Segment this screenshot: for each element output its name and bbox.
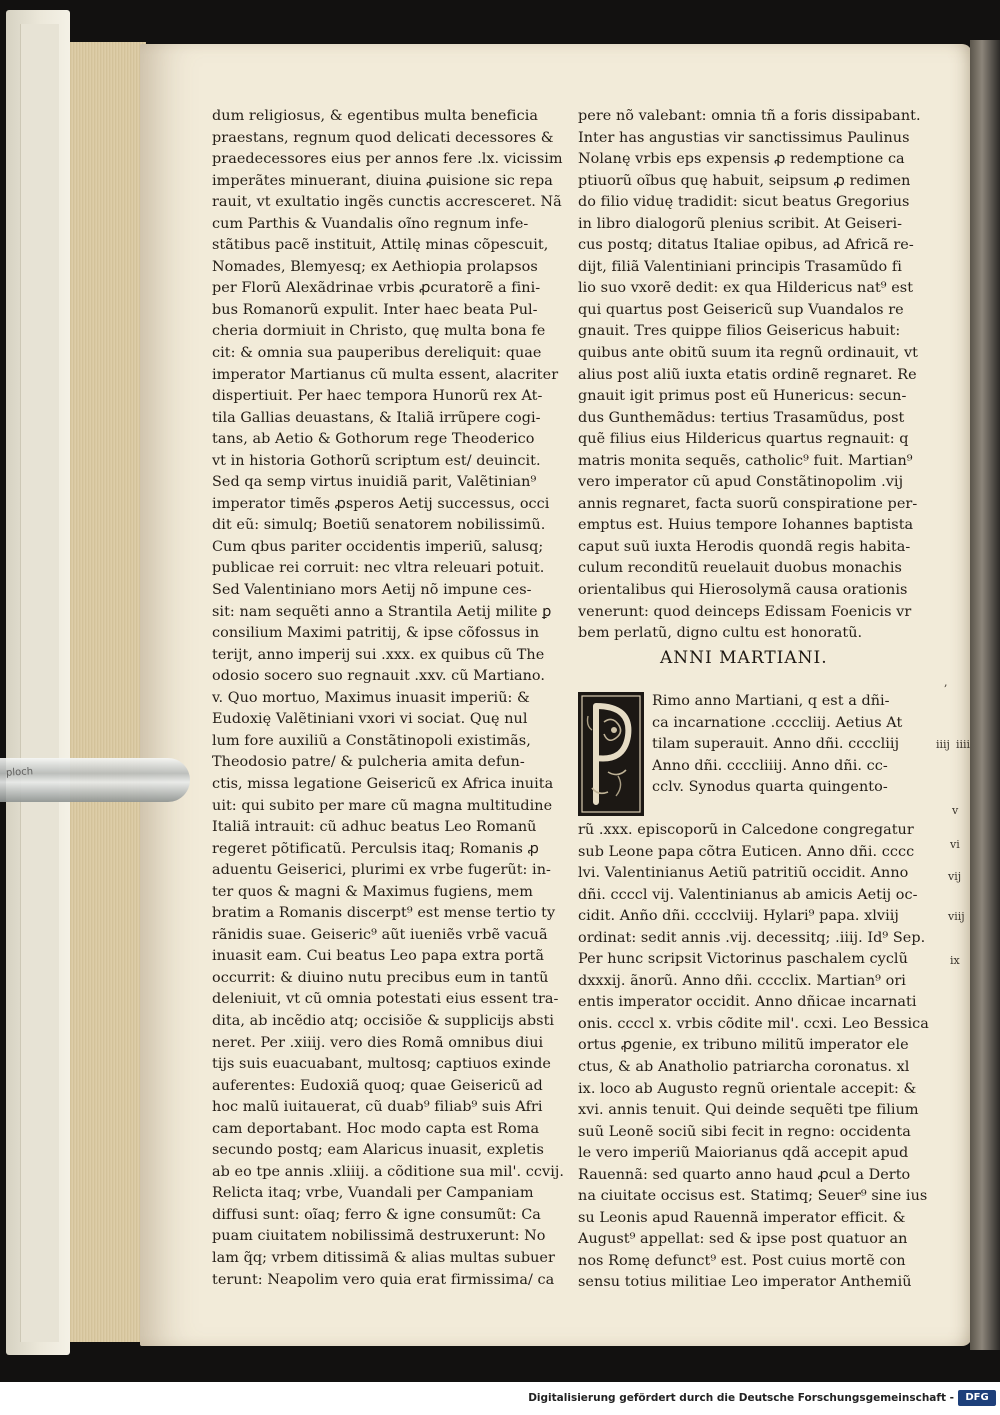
text-line: Theodosio patre/ & pulcheria amita defun-: [212, 754, 525, 771]
text-line: na ciuitate occisus est. Statimq; Seuer⁹ sine ius: [578, 1188, 928, 1205]
text-line: ortus ꝓgenie, ex tribuno militũ imperator ele: [578, 1037, 909, 1054]
text-line: ab eo tpe annis .xliiij. a cõditione sua mil'. ccvij.: [212, 1163, 564, 1180]
text-line: ter quos & magni & Maximus fugiens, mem: [212, 883, 533, 900]
text-line: lvi. Valentinianus Aetiũ patritiũ occidit. Anno: [578, 865, 909, 882]
text-line: lio suo vxorẽ dedit: ex qua Hildericus nat⁹ est: [578, 280, 914, 297]
text-line: bem perlatũ, digno cultu est honoratũ.: [578, 625, 863, 642]
text-line: Nomades, Blemyesq; ex Aethiopia prolapsos: [212, 258, 538, 275]
weight-label: ploch: [5, 766, 34, 779]
text-line: dñi. ccccl vij. Valentinianus ab amicis Aetij oc-: [578, 886, 918, 903]
text-line: ordinat: sedit annis .vij. decessitq; .iiij. Id⁹ Sep.: [578, 929, 926, 946]
text-line: rauit, vt exultatio ingẽs cunctis accresceret. Nã: [212, 194, 562, 211]
text-line: culum reconditũ reuelauit duobus monachis: [578, 560, 902, 577]
text-line: cheria dormiuit in Christo, quę multa bona fe: [212, 323, 546, 340]
text-line: terijt, anno imperij sui .xxx. ex quibus cũ The: [212, 646, 545, 663]
text-line: ca incarnatione .ccccliij. Aetius At: [652, 714, 903, 731]
text-line: dxxxij. ãnorũ. Anno dñi. cccclix. Martian⁹ ori: [578, 972, 906, 989]
text-line: praedecessores eius per annos fere .lx. vicissim: [212, 151, 563, 168]
text-line: alius post aliũ iuxta etatis ordinẽ regnaret. Re: [578, 366, 917, 383]
text-line: suũ Leonẽ sociũ sibi fecit in regno: occidenta: [578, 1123, 911, 1140]
text-line: dijt, filiã Valentiniani principis Trasamũdo fi: [578, 258, 902, 275]
text-column-right-upper: [578, 106, 928, 645]
text-line: imperãtes minuerant, diuina ꝓuisione sic repa: [212, 172, 553, 189]
text-line: entis imperator occidit. Anno dñicae incarnati: [578, 994, 917, 1011]
text-line: publicae rei corruit: nec vltra releuari potuit.: [212, 560, 545, 577]
text-line: quẽ filius eius Hildericus quartus regnauit: q: [578, 431, 909, 448]
margin-mark: ,: [944, 676, 948, 689]
text-line: aduentu Geiserici, plurimi ex vrbe fugerũt: in-: [212, 862, 551, 879]
text-line: Cum qbus pariter occidentis imperiũ, salusq;: [212, 538, 544, 555]
text-line: ctis, missa legatione Geisericũ ex Africa inuita: [212, 775, 554, 792]
text-line: cidit. Anño dñi. cccclviij. Hylari⁹ papa. xlviij: [578, 908, 899, 925]
margin-note-1: iiij: [936, 738, 950, 751]
text-line: pere nõ valebant: omnia tñ a foris dissipabant.: [578, 108, 921, 124]
text-column-left: [212, 106, 562, 1291]
text-line: regeret põtificatũ. Perculsis itaq; Romanis ꝓ: [212, 840, 539, 857]
text-line: Per hunc scripsit Victorinus paschalem cyclũ: [578, 951, 908, 968]
text-line: venerunt: quod deinceps Edissam Foenicis vr: [578, 603, 912, 620]
margin-note-2: iiii: [956, 738, 971, 751]
text-line: imperator timẽs ꝓsperos Aetij successus, occi: [212, 495, 550, 512]
text-line: Rimo anno Martiani, q est a dñi-: [652, 693, 890, 709]
text-line: dita, ab incẽdio atq; occisiõe & supplicijs absti: [212, 1012, 555, 1029]
text-line: Inter has angustias vir sanctissimus Paulinus: [578, 129, 910, 146]
text-line: Eudoxię Valẽtiniani vxori vi sociat. Quę nul: [212, 711, 528, 728]
text-line: neret. Per .xiiij. vero dies Romã omnibus diui: [212, 1034, 544, 1051]
text-line: ptiuorũ oĩbus quę habuit, seipsum ꝓ redimen: [578, 172, 911, 189]
page-leaves-edge: [70, 42, 146, 1342]
binding-board-strip: [20, 24, 59, 1342]
text-line: ctus, & ab Anatholio patriarcha coronatus. xl: [578, 1059, 910, 1076]
text-line: gnauit igit primus post eũ Hunericus: secun-: [578, 388, 907, 405]
text-line: rũ .xxx. episcoporũ in Calcedone congregatur: [578, 822, 914, 838]
text-line: August⁹ appellat: sed & ipse post quatuor an: [578, 1231, 908, 1248]
text-line: cit: & omnia sua pauperibus dereliquit: quae: [212, 345, 542, 362]
text-line: bratim a Romanis discerpt⁹ est mense tertio ty: [212, 905, 556, 922]
text-line: gnauit. Tres quippe filios Geisericus habuit:: [578, 323, 901, 340]
text-line: tans, ab Aetio & Gothorum rege Theoderico: [212, 431, 535, 448]
text-line: cus postq; ditatus Italiae opibus, ad Africã re-: [578, 237, 914, 254]
text-line: do filio viduę tradidit: sicut beatus Gregorius: [578, 194, 910, 211]
text-line: Rauennã: sed quarto anno haud ꝓcul a Derto: [578, 1166, 911, 1183]
page-edge-shadow: [970, 40, 1000, 1350]
text-line: vt in historia Gothorũ scriptum est/ deuincit.: [212, 452, 541, 469]
glass-page-weight: [0, 758, 190, 802]
text-line: auferentes: Eudoxiã quoq; quae Geisericũ ad: [212, 1077, 543, 1094]
margin-note-3: v: [952, 804, 959, 817]
text-line: Sed qa semp virtus inuidiã parit, Valẽtinian⁹: [212, 474, 537, 491]
text-line: tijs suis euacuabant, multosq; captiuos exinde: [212, 1056, 551, 1073]
text-line: puam ciuitatem nobilissimã destruxerunt: No: [212, 1228, 546, 1245]
margin-note-7: ix: [950, 954, 960, 967]
text-line: stãtibus pacẽ instituit, Attilę minas cõpescuit,: [212, 237, 549, 254]
margin-note-5: vij: [948, 870, 962, 883]
text-line: tilam superauit. Anno dñi. ccccliij: [652, 736, 900, 753]
text-line: dus Gunthemãdus: tertius Trasamũdus, post: [578, 409, 905, 426]
decorated-initial-icon: [578, 692, 644, 816]
text-line: rãnidis suae. Geiseric⁹ aũt iueniẽs vrbẽ vacuã: [212, 926, 548, 943]
text-line: dum religiosus, & egentibus multa beneficia: [212, 108, 538, 124]
text-line: odosio socero suo regnauit .xxv. cũ Martiano.: [212, 668, 546, 685]
decorated-initial-p: [578, 692, 644, 816]
text-line: vero imperator cũ apud Constãtinopolim .vij: [578, 474, 904, 491]
text-line: imperator Martianus cũ multa essent, alacriter: [212, 366, 559, 383]
text-line: sit: nam sequẽti anno a Strantila Aetij milite ꝑ: [212, 603, 552, 620]
text-line: Anno dñi. ccccliiij. Anno dñi. cc-: [652, 757, 888, 774]
text-line: bus Romanorũ expulit. Inter haec beata Pul-: [212, 301, 538, 318]
text-line: emptus est. Huius tempore Iohannes baptista: [578, 517, 914, 534]
text-line: le vero imperiũ Maiorianus qdã accepit apud: [578, 1145, 909, 1162]
text-line: in libro dialogorũ plenius scribit. At Geiseri-: [578, 215, 903, 232]
margin-note-4: vi: [950, 838, 960, 851]
text-column-right-initial-block: [652, 691, 902, 799]
margin-note-6: viij: [948, 910, 965, 923]
text-line: onis. ccccl x. vrbis cõdite mil'. ccxi. Leo Bessica: [578, 1015, 929, 1032]
text-line: dispertiuit. Per haec tempora Hunorũ rex At-: [212, 388, 543, 405]
text-line: caput suũ iuxta Herodis quondã regis habita-: [578, 538, 911, 555]
text-line: diffusi sunt: oĩaq; ferro & igne consumũt: Ca: [212, 1206, 541, 1223]
text-line: Relicta itaq; vrbe, Vuandali per Campaniam: [212, 1185, 534, 1202]
text-line: praestans, regnum quod delicati decessores &: [212, 129, 554, 146]
text-line: v. Quo mortuo, Maximus inuasit imperiũ: &: [212, 689, 530, 706]
text-line: su Leonis apud Rauennã imperator efficit. &: [578, 1209, 906, 1226]
text-line: Nolanę vrbis eps expensis ꝓ redemptione ca: [578, 151, 905, 168]
section-heading: ANNI MARTIANI.: [660, 648, 828, 668]
text-line: sub Leone papa cõtra Euticen. Anno dñi. cccc: [578, 843, 915, 860]
text-line: consilium Maximi patritij, & ipse cõfossus in: [212, 625, 540, 642]
dfg-logo: DFG: [958, 1390, 996, 1406]
text-line: deleniuit, vt cũ omnia potestati eius essent tra-: [212, 991, 559, 1008]
text-line: orientalibus qui Hierosolymã causa orationis: [578, 582, 908, 599]
text-line: Sed Valentiniano mors Aetij nõ impune ces-: [212, 582, 532, 599]
text-line: ix. loco ab Augusto regnũ orientale accepit: &: [578, 1080, 917, 1097]
text-line: cclv. Synodus quarta quingento-: [652, 779, 888, 796]
text-line: Italiã intrauit: cũ adhuc beatus Leo Romanũ: [212, 819, 537, 836]
text-line: lam q̃q; vrbem ditissimã & alias multas subuer: [212, 1249, 555, 1266]
text-line: uit: qui subito per mare cũ magna multitudine: [212, 797, 553, 814]
text-line: secundo postq; eam Alaricus inuasit, expletis: [212, 1142, 544, 1159]
text-line: cam deportabant. Hoc modo capta est Roma: [212, 1120, 540, 1137]
text-line: quibus ante obitũ suum ita regnũ ordinauit, vt: [578, 345, 918, 362]
text-column-right-lower: [578, 820, 929, 1294]
text-line: annis regnaret, facta suorũ conspiratione per-: [578, 495, 918, 512]
text-line: xvi. annis tenuit. Qui deinde sequẽti tpe filium: [578, 1102, 919, 1119]
text-line: matris monita sequẽs, catholic⁹ fuit. Martian⁹: [578, 452, 913, 469]
text-line: lum fore auxiliũ a Constãtinopoli existimãs,: [212, 732, 531, 749]
text-line: qui quartus post Geisericũ sup Vuandalos re: [578, 301, 904, 318]
text-line: sensu totius militiae Leo imperator Anthemiũ: [578, 1274, 912, 1291]
text-line: cum Parthis & Vuandalis oĩno regnum infe-: [212, 215, 529, 232]
text-line: occurrit: & diuino nutu precibus eum in tantũ: [212, 969, 549, 986]
text-line: nos Romę defunct⁹ est. Post cuius mortẽ con: [578, 1252, 906, 1269]
funding-credit: Digitalisierung gefördert durch die Deutsche Forschungsgemeinschaft -: [528, 1392, 954, 1404]
text-line: inuasit eam. Cui beatus Leo papa extra portã: [212, 948, 544, 965]
footer-bar: [0, 1382, 1000, 1415]
text-line: per Florũ Alexãdrinae vrbis ꝓcuratorẽ a fini-: [212, 280, 541, 297]
text-line: terunt: Neapolim vero quia erat firmissima/ ca: [212, 1271, 555, 1288]
text-line: hoc malũ iuitauerat, cũ duab⁹ filiab⁹ suis Afri: [212, 1099, 543, 1116]
text-line: dit eũ: simulq; Boetiũ senatorem nobilissimũ.: [212, 517, 546, 534]
text-line: tila Gallias deuastans, & Italiã irrũpere cogi-: [212, 409, 541, 426]
